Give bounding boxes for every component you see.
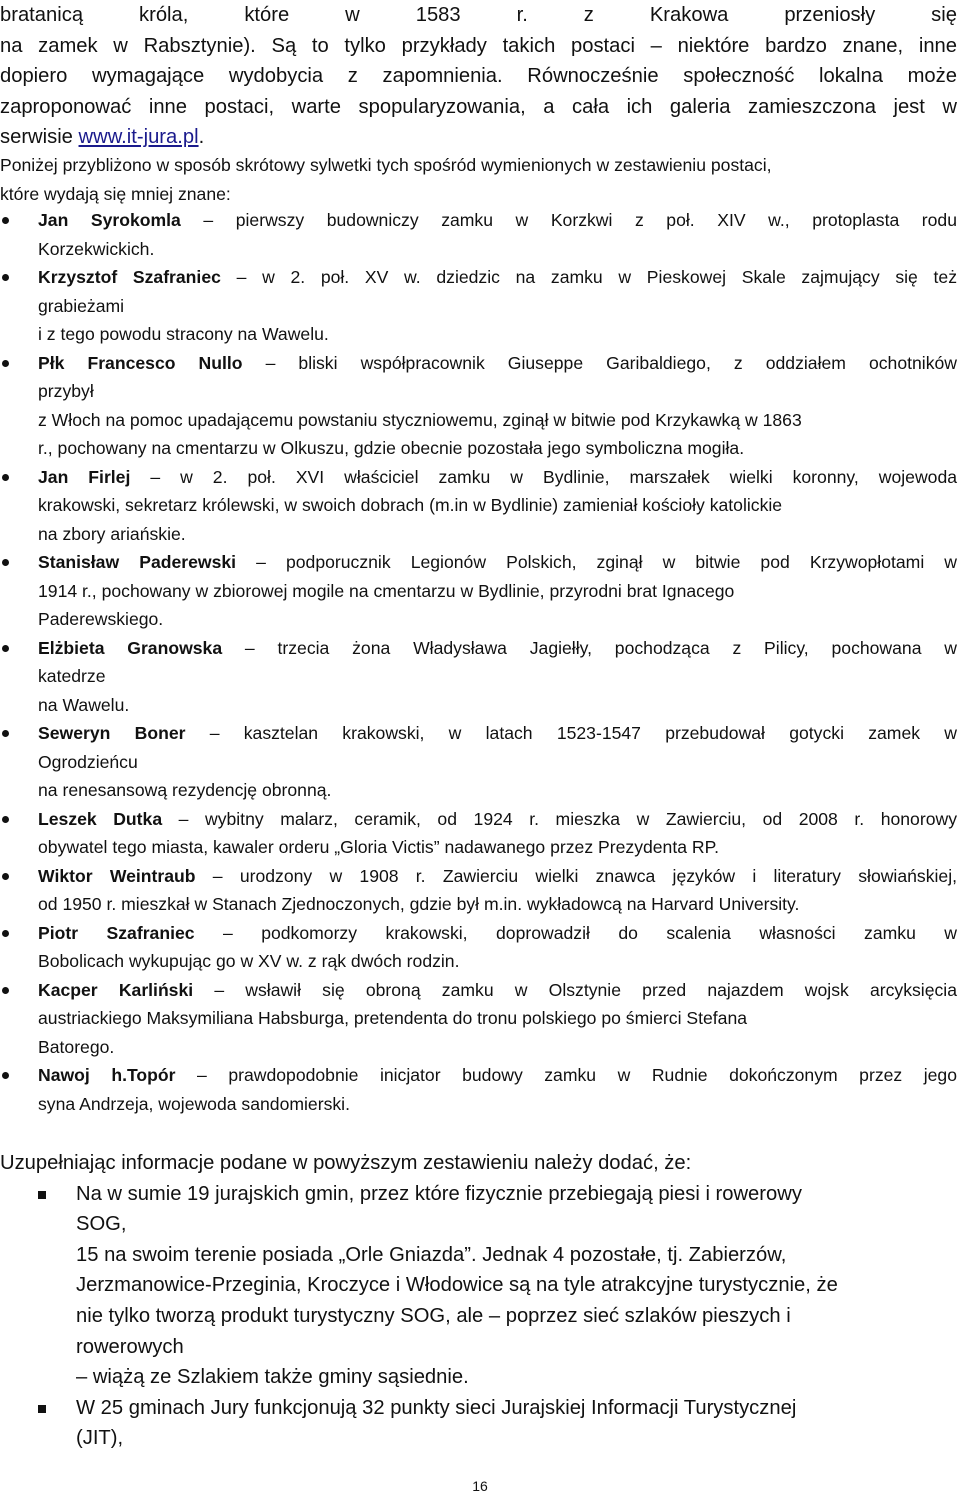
item-line: austriackiego Maksymiliana Habsburga, pretendenta do tronu polskiego po śmierci Stefana — [38, 1008, 748, 1028]
square-bullet-icon — [38, 1191, 46, 1199]
item-line — [38, 719, 957, 748]
item-line — [38, 862, 957, 891]
bullet-icon — [2, 360, 9, 367]
item-line — [38, 919, 957, 948]
item-line: katedrze — [38, 666, 106, 686]
item-line: Batorego. — [38, 1036, 115, 1057]
person-name: Leszek Dutka — [38, 808, 163, 829]
person-description: – w 2. poł. XV w. dziedzic na zamku w Pieskowej Skale zajmujący się też — [220, 267, 957, 287]
person-name: Jan Syrokomla — [38, 210, 181, 230]
summary-line: rowerowych — [76, 1335, 184, 1358]
item-line — [38, 548, 957, 577]
person-description: – bliski współpracownik Giuseppe Garibaldiego, z oddziałem ochotników — [242, 352, 958, 373]
intro-line: zaproponować inne postaci, warte spopularyzowania, a cała ich galeria zamieszczona jest w — [0, 95, 957, 118]
list-item — [0, 463, 957, 549]
item-line: grabieżami — [38, 295, 125, 316]
bullet-icon — [2, 274, 9, 281]
square-bullet-icon — [38, 1405, 46, 1413]
summary-line: Na w sumie 19 jurajskich gmin, przez które fizycznie przebiegają piesi i rowerowy — [76, 1182, 802, 1205]
summary-line: W 25 gminach Jury funkcjonują 32 punkty sieci Jurajskiej Informacji Turystycznej — [76, 1396, 797, 1419]
item-line: Ogrodzieńcu — [38, 751, 138, 772]
intro-line: na zamek w Rabsztynie). Są to tylko przykłady takich postaci – niektóre bardzo znane, inne — [0, 34, 957, 57]
intro-text: . — [198, 126, 205, 149]
bullet-icon — [2, 816, 9, 823]
sub-line: Poniżej przybliżono w sposób skrótowy sylwetki tych spośród wymienionych w zestawieniu postaci, — [0, 155, 772, 175]
person-name: Seweryn Boner — [38, 723, 186, 743]
list-item — [0, 976, 957, 1062]
list-item — [0, 548, 957, 634]
item-line: 1914 r., pochowany w zbiorowej mogile na cmentarzu w Bydlinie, przyrodni brat Ignacego — [38, 580, 735, 601]
intro-line — [0, 122, 957, 153]
person-description: – w 2. poł. XVI właściciel zamku w Bydlinie, marszałek wielki koronny, wojewoda — [130, 466, 958, 487]
item-line: na Wawelu. — [38, 694, 130, 715]
item-line — [38, 1061, 957, 1090]
item-line: i z tego powodu stracony na Wawelu. — [38, 324, 329, 344]
item-line — [38, 349, 957, 378]
person-description: – urodzony w 1908 r. Zawierciu wielki znawca języków i literatury słowiańskiej, — [195, 865, 957, 886]
person-description: – pierwszy budowniczy zamku w Korzkwi z poł. XIV w., protoplasta rodu — [180, 210, 958, 230]
item-line: przybył — [38, 381, 94, 401]
list-item — [0, 862, 957, 919]
item-line: obywatel tego miasta, kawaler orderu „Gloria Victis” nadawanego przez Prezydenta RP. — [38, 837, 719, 857]
person-name: Jan Firlej — [38, 466, 131, 487]
bullet-icon — [2, 873, 9, 880]
person-description: – prawdopodobnie inicjator budowy zamku w Rudnie dokończonym przez jego — [175, 1065, 957, 1085]
bullet-icon — [2, 930, 9, 937]
person-description: – kasztelan krakowski, w latach 1523-1547 przebudował gotycki zamek w — [185, 723, 957, 743]
item-line: syna Andrzeja, wojewoda sandomierski. — [38, 1093, 350, 1114]
list-item — [0, 263, 957, 349]
item-line — [38, 805, 957, 834]
intro-line: bratanicą króla, które w 1583 r. z Krakowa przeniosły się — [0, 4, 957, 26]
person-description: – podporucznik Legionów Polskich, zginął w bitwie pod Krzywopłotami w — [236, 552, 958, 572]
bullet-icon — [2, 1072, 9, 1079]
intro-line: dopiero wymagające wydobycia z zapomnienia. Równocześnie społeczność lokalna może — [0, 65, 957, 88]
summary-line: – wiążą ze Szlakiem także gminy sąsiednie. — [76, 1366, 469, 1389]
person-name: Stanisław Paderewski — [38, 552, 237, 572]
person-name: Krzysztof Szafraniec — [38, 267, 221, 287]
list-item — [0, 634, 957, 720]
bullet-icon — [2, 645, 9, 652]
list-introduction — [0, 151, 957, 208]
list-item — [0, 349, 957, 463]
list-item — [0, 805, 957, 862]
bullet-icon — [2, 730, 9, 737]
person-description: – podkomorzy krakowski, doprowadził do scalenia własności zamku w — [194, 922, 957, 943]
item-line: od 1950 r. mieszkał w Stanach Zjednoczonych, gdzie był m.in. wykładowcą na Harvard University. — [38, 894, 800, 914]
item-line: Paderewskiego. — [38, 609, 164, 629]
person-name: Elżbieta Granowska — [38, 637, 223, 658]
item-line — [38, 976, 957, 1005]
item-line — [38, 463, 957, 492]
item-line: Bobolicach wykupując go w XV w. z rąk dwóch rodzin. — [38, 951, 460, 971]
item-line — [38, 634, 957, 663]
summary-list — [0, 1179, 957, 1454]
item-line — [38, 263, 957, 292]
list-item — [0, 206, 957, 263]
person-description: – trzecia żona Władysława Jagiełły, pochodząca z Pilicy, pochowana w — [222, 637, 957, 658]
summary-line: SOG, — [76, 1213, 127, 1236]
item-line: Korzekwickich. — [38, 238, 155, 259]
item-line: na renesansową rezydencję obronną. — [38, 780, 332, 800]
item-line: r., pochowany na cmentarzu w Olkuszu, gdzie obecnie pozostała jego symboliczna mogiła. — [38, 438, 745, 458]
website-link[interactable]: www.it-jura.pl — [78, 126, 199, 149]
page-number: 16 — [472, 1478, 488, 1494]
list-item — [0, 1061, 957, 1118]
summary-item — [0, 1393, 957, 1454]
bullet-icon — [2, 987, 9, 994]
summary-line: Jerzmanowice-Przeginia, Kroczyce i Włodowice są na tyle atrakcyjne turystycznie, że — [76, 1274, 838, 1297]
item-line — [38, 206, 957, 235]
person-description: – wybitny malarz, ceramik, od 1924 r. mieszka w Zawierciu, od 2008 r. honorowy — [162, 808, 957, 829]
bullet-icon — [2, 559, 9, 566]
list-item — [0, 919, 957, 976]
person-name: Kacper Karliński — [38, 979, 194, 1000]
summary-line: (JIT), — [76, 1427, 124, 1450]
bullet-icon — [2, 217, 9, 224]
bullet-icon — [2, 474, 9, 481]
person-name: Wiktor Weintraub — [38, 865, 196, 886]
item-line: z Włoch na pomoc upadającemu powstaniu styczniowemu, zginął w bitwie pod Krzykawką w 1863 — [38, 409, 802, 430]
item-line: na zbory ariańskie. — [38, 523, 186, 544]
person-name: Płk Francesco Nullo — [38, 352, 243, 373]
intro-paragraph — [0, 0, 957, 153]
item-line: krakowski, sekretarz królewski, w swoich dobrach (m.in w Bydlinie) zamieniał kościoły katolickie — [38, 495, 783, 515]
summary-line: nie tylko tworzą produkt turystyczny SOG, ale – poprzez sieć szlaków pieszych i — [76, 1304, 791, 1327]
sub-line: które wydają się mniej znane: — [0, 183, 231, 204]
intro-text: serwisie — [0, 126, 79, 149]
person-name: Nawoj h.Topór — [38, 1065, 176, 1085]
summary-item — [0, 1179, 957, 1393]
people-list — [0, 206, 957, 1118]
summary-section — [0, 1148, 957, 1454]
summary-line: 15 na swoim terenie posiada „Orle Gniazda”. Jednak 4 pozostałe, tj. Zabierzów, — [76, 1243, 787, 1266]
summary-heading: Uzupełniając informacje podane w powyższym zestawieniu należy dodać, że: — [0, 1152, 692, 1174]
person-description: – wsławił się obroną zamku w Olsztynie przed najazdem wojsk arcyksięcia — [193, 979, 957, 1000]
person-name: Piotr Szafraniec — [38, 922, 195, 943]
list-item — [0, 719, 957, 805]
